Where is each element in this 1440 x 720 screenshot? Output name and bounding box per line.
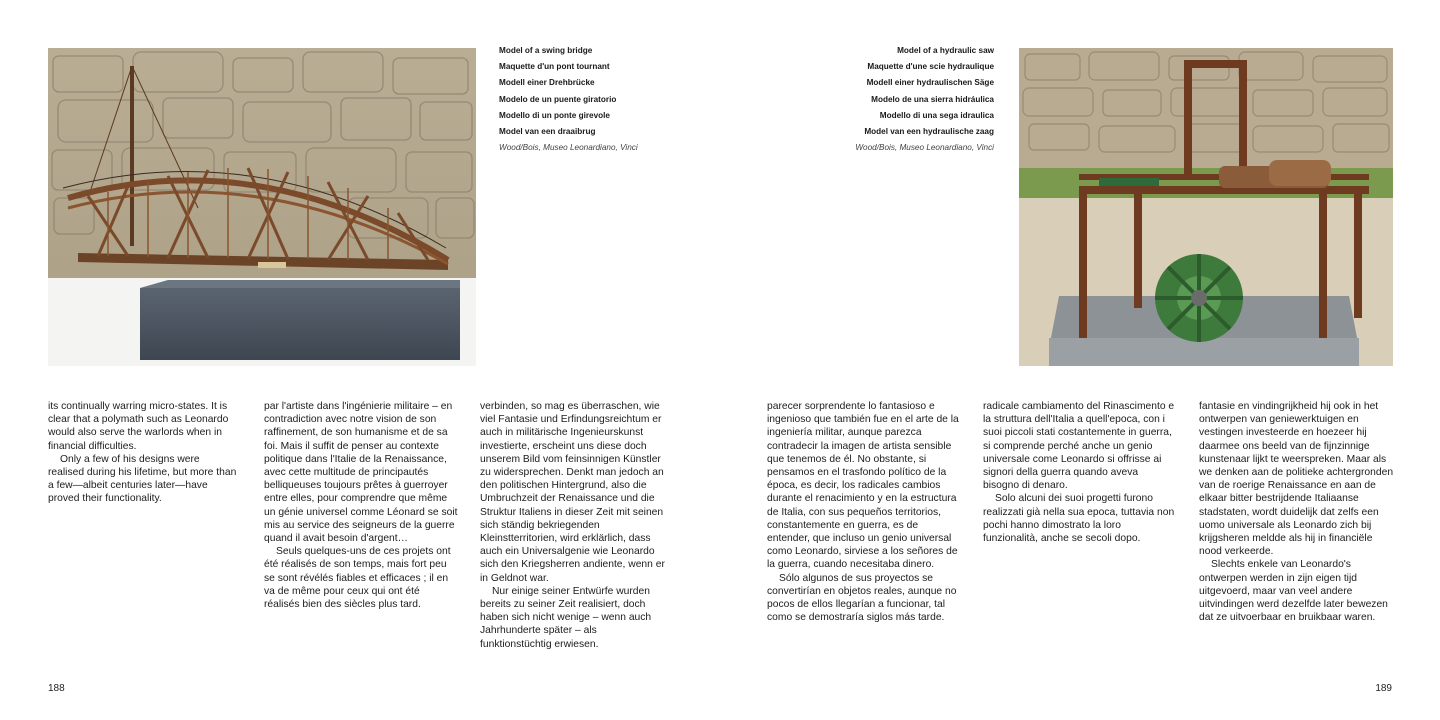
column-english (48, 400, 238, 506)
paragraph: Nur einige seiner Entwürfe wurden bereits zu seiner Zeit realisiert, doch haben sich nicht wenige – wenn auch Jahrhunderte später – als funktionstüchtig erwiesen. (480, 585, 652, 650)
hydraulic-saw-model-icon (1019, 48, 1393, 366)
column-italian (983, 400, 1177, 545)
paragraph: Slechts enkele van Leonardo's ontwerpen werden in zijn eigen tijd uitgevoerd, maar van veel andere uitvindingen werd dezelfde later bewezen dat ze uitvoerbaar en bruikbaar waren. (1199, 559, 1388, 624)
caption-line-en: Model of a hydraulic saw (897, 46, 994, 55)
right-caption (855, 43, 994, 156)
column-german (480, 400, 670, 651)
paragraph: radicale cambiamento del Rinascimento e la struttura dell'Italia a quell'epoca, con i suoi piccoli stati costantemente in guerra, si comprende perché anche un genio universale come Leonardo si offrisse ai signori della guerra quando aveva bisogno di denaro. (983, 401, 1175, 492)
paragraph: verbinden, so mag es überraschen, wie viel Fantasie und Erfindungsreichtum er auch in militärische Ingenieurskunst investierte, erscheint uns diese doch unserem Bild vom feinsinnigen Künstler zu widersprechen. Denkt man jedoch an den politischen Hintergrund, also die Umbruchzeit der Renaissance und die Struktur Italiens in dieser Zeit mit seinen sich ständig bekriegenden Kleinstterritorien, wird erklärlich, dass auch ein Universalgenie wie Leonardo sich den Kriegsherren andiente, wenn er in Geldnot war. (480, 401, 665, 584)
paragraph: fantasie en vindingrijkheid hij ook in het ontwerpen van geniewerktuigen en vestingen investeerde en hoezeer hij daarmee ons beeld van de fijnzinnige kunstenaar lijkt te weerspreken. Maar als we denken aan de politieke achtergronden van de roerige Renaissance en aan de elkaar bitter bestrijdende Italiaanse stadstaten, wordt duidelijk dat zelfs een uomo universale als Leonardo zich bij krijgsheren meldde als hij in financiële nood verkeerde. (1199, 401, 1394, 558)
caption-line-es: Modelo de un puente giratorio (499, 94, 617, 104)
paragraph: Sólo algunos de sus proyectos se convertirían en objetos reales, aunque no pocos de ellos llegarían a funcionar, tal como se demostraría siglos más tarde. (767, 572, 957, 624)
page-number-left: 188 (48, 683, 65, 694)
paragraph: par l'artiste dans l'ingénierie militaire – en contradiction avec notre vision de son raffinement, de son humanisme et de sa foi. Mais il suffit de penser au contexte politique dans l'Italie de la Renaissance, avec cette multitude de principautés belliqueuses toujours prêtes à guerroyer entre elles, pour comprendre que même un génie universel comme Léonard se soit mis au service des seigneurs de la guerre quand il avait besoin d'argent… (264, 401, 458, 545)
swing-bridge-photo (48, 48, 476, 366)
paragraph: parecer sorprendente lo fantasioso e ingenioso que también fue en el arte de la ingeniería militar, aunque parezca contradecir la imagen de artista sensible que tenemos de él. No obstante, si pensamos en el trasfondo político de la época, es decir, los radicales cambios durante el renacimiento y en la estructura de Italia, con sus pequeños territorios, constantemente en guerra, es de entender, que incluso un genio universal como Leonardo, sirviese a los señores de la guerra, cuando necesitaba dinero. (767, 401, 959, 571)
paragraph: Seuls quelques-uns de ces projets ont été réalisés de son temps, mais fort peu se sont révélés fiables et efficaces ; il en va de même pour ceux qui ont été réalisés bien des siècles plus tard. (264, 546, 451, 611)
column-french (264, 400, 458, 611)
caption-line-de: Modell einer hydraulischen Säge (866, 78, 994, 88)
caption-line-fr: Maquette d'un pont tournant (499, 62, 610, 72)
paragraph: its continually warring micro-states. It is clear that a polymath such as Leonardo would also serve the warlords when in financial difficulties. (48, 401, 229, 452)
paragraph: Only a few of his designs were realised during his lifetime, but more than a few—albeit centuries later—have proved their functionality. (48, 453, 237, 505)
hydraulic-saw-photo (1019, 48, 1393, 366)
paragraph: Solo alcuni dei suoi progetti furono realizzati già nella sua epoca, tuttavia non pochi hanno dimostrato la loro funzionalità, anche se secoli dopo. (983, 493, 1175, 545)
left-caption (499, 43, 638, 156)
caption-line-it: Modello di una sega idraulica (879, 110, 994, 120)
page-number-right: 189 (1375, 683, 1392, 694)
caption-source: Wood/Bois, Museo Leonardiano, Vinci (855, 143, 994, 153)
caption-line-de: Modell einer Drehbrücke (499, 78, 595, 88)
caption-line-nl: Model van een draaibrug (499, 127, 596, 137)
caption-line-es: Modelo de una sierra hidráulica (871, 94, 994, 104)
caption-line-it: Modello di un ponte girevole (499, 110, 610, 120)
caption-line-nl: Model van een hydraulische zaag (864, 127, 994, 137)
caption-line-en: Model of a swing bridge (499, 46, 593, 55)
column-spanish (767, 400, 963, 624)
caption-line-fr: Maquette d'une scie hydraulique (867, 62, 994, 72)
swing-bridge-model-icon (48, 48, 476, 366)
column-dutch (1199, 400, 1395, 624)
caption-source: Wood/Bois, Museo Leonardiano, Vinci (499, 143, 638, 153)
